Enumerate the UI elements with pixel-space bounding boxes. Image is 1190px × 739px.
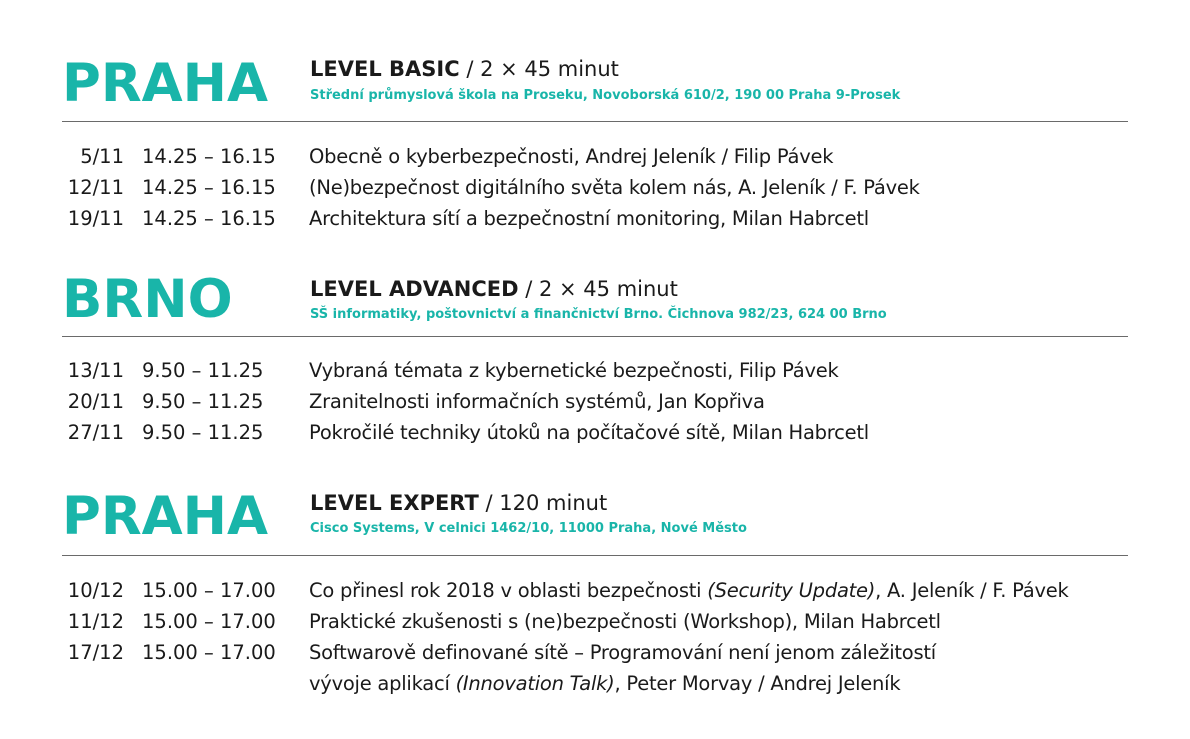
city-heading: PRAHA [62,53,269,114]
session-title-text: , Peter Morvay / Andrej Jeleník [614,672,901,695]
level-heading [310,279,678,300]
session-title-italic: (Innovation Talk) [455,672,615,695]
session-time: 14.25 – 16.15 [142,176,276,199]
session-date: 17/12 [67,641,124,664]
session-time: 9.50 – 11.25 [142,359,264,382]
session-row [0,575,1190,606]
session-row [0,637,1190,668]
section-divider [62,336,1128,337]
session-title: Praktické zkušenosti s (ne)bezpečnosti (Workshop), Milan Habrcetl [309,610,941,633]
session-row [0,172,1190,203]
venue-address: Cisco Systems, V celnici 1462/10, 11000 Praha, Nové Město [310,521,747,536]
session-title [309,575,1069,606]
session-row [0,386,1190,417]
level-duration: / 2 × 45 minut [525,277,678,301]
session-date: 5/11 [80,145,124,168]
session-time: 14.25 – 16.15 [142,145,276,168]
session-date: 13/11 [67,359,124,382]
session-title: Zranitelnosti informačních systémů, Jan Kopřiva [309,390,765,413]
level-heading [310,59,619,80]
level-name: LEVEL EXPERT [310,491,479,515]
session-row [0,141,1190,172]
session-date: 10/12 [67,579,124,602]
session-time: 15.00 – 17.00 [142,610,276,633]
level-name: LEVEL ADVANCED [310,277,519,301]
session-time: 15.00 – 17.00 [142,641,276,664]
level-name: LEVEL BASIC [310,57,460,81]
session-title-text: , A. Jeleník / F. Pávek [875,579,1069,602]
session-title: Pokročilé techniky útoků na počítačové sítě, Milan Habrcetl [309,421,869,444]
session-title: (Ne)bezpečnost digitálního světa kolem nás, A. Jeleník / F. Pávek [309,176,920,199]
session-row [0,203,1190,234]
session-title: Vybraná témata z kybernetické bezpečnosti, Filip Pávek [309,359,839,382]
session-date: 12/11 [67,176,124,199]
city-heading: PRAHA [62,486,269,547]
session-time: 15.00 – 17.00 [142,579,276,602]
session-date: 11/12 [67,610,124,633]
session-time: 9.50 – 11.25 [142,390,264,413]
session-row [0,417,1190,448]
session-title: Architektura sítí a bezpečnostní monitoring, Milan Habrcetl [309,207,869,230]
section-divider [62,555,1128,556]
session-row [0,606,1190,637]
session-title [309,668,900,699]
session-title-text: Co přinesl rok 2018 v oblasti bezpečnosti [309,579,708,602]
section-divider [62,121,1128,122]
session-time: 14.25 – 16.15 [142,207,276,230]
city-heading: BRNO [62,269,233,330]
venue-address: SŠ informatiky, poštovnictví a finančnictví Brno. Čichnova 982/23, 624 00 Brno [310,307,887,322]
venue-address: Střední průmyslová škola na Proseku, Novoborská 610/2, 190 00 Praha 9-Prosek [310,88,901,103]
level-duration: / 2 × 45 minut [466,57,619,81]
session-time: 9.50 – 11.25 [142,421,264,444]
level-duration: / 120 minut [485,491,608,515]
session-title-text: vývoje aplikací [309,672,456,695]
session-date: 19/11 [67,207,124,230]
session-row-continuation [0,668,1190,699]
session-title: Obecně o kyberbezpečnosti, Andrej Jeleník / Filip Pávek [309,145,834,168]
session-title-italic: (Security Update) [707,579,876,602]
level-heading [310,493,607,514]
session-date: 27/11 [67,421,124,444]
session-title: Softwarově definované sítě – Programování není jenom záležitostí [309,641,936,664]
session-row [0,355,1190,386]
session-date: 20/11 [67,390,124,413]
